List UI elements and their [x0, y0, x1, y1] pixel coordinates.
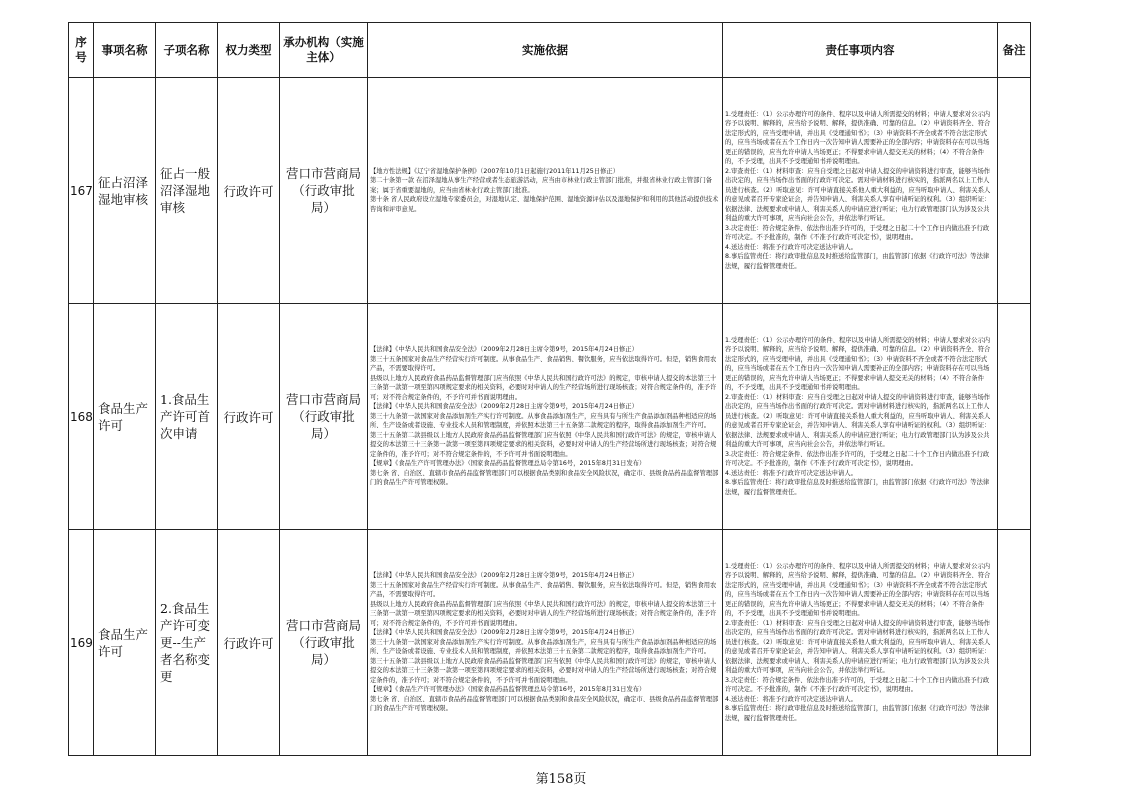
- basis-line: 【法律】《中华人民共和国食品安全法》（2009年2月28日主席令第9号，2015年4月24日修正）: [370, 403, 638, 411]
- header-sub-item: 子项名称: [156, 23, 218, 78]
- basis-line: 第三十五条第二款县级以上地方人民政府食品药品监督管理部门应当依照《中华人民共和国行政许可法》的规定，审核申请人提交的本法第三十三条第一款第一项至第四项规定要求的相关资料，必要时对申请人的生产经营场所进行现场核查；对符合规定条件的，准予许可；对不符合规定条件的，不予许可并书面说明理由。: [370, 657, 717, 684]
- header-index: 序号: [69, 23, 94, 78]
- row-number: 169: [69, 530, 94, 756]
- power-type: 行政许可: [218, 530, 280, 756]
- resp-line: 8.事后监管责任：将行政审批信息及时推送给监管部门，由监管部门依据《行政许可法》等法律法规，履行监督管理责任。: [725, 253, 990, 270]
- resp-line: 2.审查责任：（1）材料审查：应当自受理之日起对申请人提交的申请资料进行审查，能够当场作出决定的，应当当场作出书面的行政许可决定。需对申请材料进行核实的，指派两名以上工作人员进行核查。（2）听取意见：许可申请直接关系他人重大利益的，应当听取申请人、利害关系人的意见或者召开专家论证会，并告知申请人、利害关系人享有申请听证的权利。（3）组织听证：依据法律、法规要求或申请人、利害关系人的申请应进行听证；电力行政管理部门认为涉及公共利益的重大许可事项，应当向社会公告，并依法举行听证。: [725, 167, 991, 223]
- item-name: 征占沼泽湿地审核: [94, 78, 156, 304]
- basis-line: 【规章】《食品生产许可管理办法》（国家食品药品监督管理总局令第16号，2015年8月31日发布）: [370, 460, 646, 468]
- basis-line: 第二十条第一款 在沼泽湿地从事生产经营或者生态旅游活动，应当由市林业行政主管部门批准，并报省林业行政主管部门备案；属于省重要湿地的，应当由省林业行政主管部门批准。: [370, 177, 713, 194]
- header-legal-basis: 实施依据: [368, 23, 723, 78]
- header-row: [69, 23, 1031, 78]
- resp-line: 1.受理责任：（1）公示办理许可的条件、程序以及申请人所需提交的材料；申请人要求对公示内容予以说明、解释的，应当给予说明、解释，提供准确、可靠的信息。（2）申请资料齐全、符合法定形式的，应当受理申请，并出具《受理通知书》；（3）申请资料不齐全或者不符合法定形式的，应当当场或者在五个工作日内一次告知申请人需要补正的全部内容；申请资料存在可以当场更正的错误的，应当允许申请人当场更正；不得要求申请人提交无关的材料；（4）不符合条件的，不予受理，出具不予受理通知书并说明理由。: [725, 336, 991, 392]
- header-remarks: 备注: [998, 23, 1031, 78]
- resp-line: 2.审查责任：（1）材料审查：应当自受理之日起对申请人提交的申请资料进行审查，能够当场作出决定的，应当当场作出书面的行政许可决定。需对申请材料进行核实的，指派两名以上工作人员进行核查。（2）听取意见：许可申请直接关系他人重大利益的，应当听取申请人、利害关系人的意见或者召开专家论证会，并告知申请人、利害关系人享有申请听证的权利。（3）组织听证：依据法律、法规要求或申请人、利害关系人的申请应进行听证；电力行政管理部门认为涉及公共利益的重大许可事项，应当向社会公告，并依法举行听证。: [725, 619, 991, 675]
- sub-item-name: 2.食品生产许可变更--生产者名称变更: [156, 530, 218, 756]
- agency: 营口市营商局（行政审批局）: [280, 78, 368, 304]
- resp-line: 3.决定责任：符合规定条件、依法作出准予许可的，于受理之日起二十个工作日内做出准予行政许可决定。不予批准的，制作《不准予行政许可决定书》，说明理由。: [725, 224, 990, 242]
- agency: 营口市营商局（行政审批局）: [280, 304, 368, 530]
- basis-line: 第三十九条第一款国家对食品添加剂生产实行许可制度。从事食品添加剂生产，应当具有与所生产食品添加剂品种相适应的场所、生产设备或者设施、专业技术人员和管理制度，并依照本法第三十五条第二款规定的程序，取得食品添加剂生产许可。: [370, 412, 717, 430]
- basis-line: 【法律】《中华人民共和国食品安全法》（2009年2月28日主席令第9号，2015年4月24日修正）: [370, 572, 638, 580]
- resp-line: 8.事后监管责任：将行政审批信息及时推送给监管部门，由监管部门依据《行政许可法》等法律法规，履行监督管理责任。: [725, 479, 990, 496]
- basis-line: 【地方性法规】《辽宁省湿地保护条例》（2007年10月1日起施行2011年11月25日修正）: [370, 167, 619, 175]
- resp-line: 4.送达责任：将准予行政许可决定送达申请人。: [725, 243, 857, 251]
- resp-line: 2.审查责任：（1）材料审查：应当自受理之日起对申请人提交的申请资料进行审查，能够当场作出决定的，应当当场作出书面的行政许可决定。需对申请材料进行核实的，指派两名以上工作人员进行核查。（2）听取意见：许可申请直接关系他人重大利益的，应当听取申请人、利害关系人的意见或者召开专家论证会，并告知申请人、利害关系人享有申请听证的权利。（3）组织听证：依据法律、法规要求或申请人、利害关系人的申请应进行听证；电力行政管理部门认为涉及公共利益的重大许可事项，应当向社会公告，并依法举行听证。: [725, 393, 991, 449]
- table-row: [69, 78, 1031, 304]
- table-row: [69, 304, 1031, 530]
- header-item-name: 事项名称: [94, 23, 156, 78]
- basis-line: 【法律】《中华人民共和国食品安全法》（2009年2月28日主席令第9号，2015年4月24日修正）: [370, 346, 638, 354]
- header-power-type: 权力类型: [218, 23, 280, 78]
- power-type: 行政许可: [218, 78, 280, 304]
- basis-line: 第三十五条国家对食品生产经营实行许可制度。从事食品生产、食品销售、餐饮服务，应当依法取得许可。但是，销售食用农产品，不需要取得许可。: [370, 355, 717, 373]
- remarks: [998, 78, 1031, 304]
- resp-line: 1.受理责任：（1）公示办理许可的条件、程序以及申请人所需提交的材料；申请人要求对公示内容予以说明、解释的，应当给予说明、解释，提供准确、可靠的信息。（2）申请资料齐全、符合法定形式的，应当受理申请，并出具《受理通知书》；（3）申请资料不齐全或者不符合法定形式的，应当当场或者在五个工作日内一次告知申请人需要补正的全部内容；申请资料存在可以当场更正的错误的，应当允许申请人当场更正；不得要求申请人提交无关的材料；（4）不符合条件的，不予受理，出具不予受理通知书并说明理由。: [725, 562, 991, 618]
- basis-line: 【法律】《中华人民共和国食品安全法》（2009年2月28日主席令第9号，2015年4月24日修正）: [370, 629, 638, 637]
- basis-line: 第三十九条第一款国家对食品添加剂生产实行许可制度。从事食品添加剂生产，应当具有与所生产食品添加剂品种相适应的场所、生产设备或者设施、专业技术人员和管理制度，并依照本法第三十五条第二款规定的程序，取得食品添加剂生产许可。: [370, 638, 717, 656]
- basis-line: 【规章】《食品生产许可管理办法》（国家食品药品监督管理总局令第16号，2015年8月31日发布）: [370, 686, 646, 694]
- row-number: 168: [69, 304, 94, 530]
- sub-item-name: 征占一般沼泽湿地审核: [156, 78, 218, 304]
- row-number: 167: [69, 78, 94, 304]
- item-name: 食品生产许可: [94, 530, 156, 756]
- resp-line: 4.送达责任：将准予行政许可决定送达申请人。: [725, 695, 857, 703]
- basis-line: 县级以上地方人民政府食品药品监督管理部门应当依照《中华人民共和国行政许可法》的规定，审核申请人提交的本法第三十三条第一款第一项至第四项规定要求的相关资料，必要时对申请人的生产经营场所进行现场核查；对符合规定条件的，准予许可；对不符合规定条件的，不予许可并书面说明理由。: [370, 600, 717, 627]
- responsibilities: [723, 304, 998, 530]
- resp-line: 1.受理责任：（1）公示办理许可的条件、程序以及申请人所需提交的材料；申请人要求对公示内容予以说明、解释的，应当给予说明、解释，提供准确、可靠的信息。（2）申请资料齐全、符合法定形式的，应当受理申请，并出具《受理通知书》；（3）申请资料不齐全或者不符合法定形式的，应当当场或者在五个工作日内一次告知申请人需要补正的全部内容；申请资料存在可以当场更正的错误的，应当允许申请人当场更正；不得要求申请人提交无关的材料；（4）不符合条件的，不予受理，出具不予受理通知书并说明理由。: [725, 110, 991, 166]
- basis-line: 第七条 省、自治区、直辖市食品药品监督管理部门可以根据食品类别和食品安全风险状况，确定市、县级食品药品监督管理部门的食品生产许可管理权限。: [370, 695, 719, 713]
- basis-line: 第三十五条第二款县级以上地方人民政府食品药品监督管理部门应当依照《中华人民共和国行政许可法》的规定，审核申请人提交的本法第三十三条第一款第一项至第四项规定要求的相关资料，必要时对申请人的生产经营场所进行现场核查；对符合规定条件的，准予许可；对不符合规定条件的，不予许可并书面说明理由。: [370, 431, 717, 458]
- legal-basis: [368, 304, 723, 530]
- power-type: 行政许可: [218, 304, 280, 530]
- basis-line: 第七条 省、自治区、直辖市食品药品监督管理部门可以根据食品类别和食品安全风险状况，确定市、县级食品药品监督管理部门的食品生产许可管理权限。: [370, 469, 719, 487]
- remarks: [998, 304, 1031, 530]
- remarks: [998, 530, 1031, 756]
- basis-line: 第十条 省人民政府设立湿地专家委员会，对湿地认定、湿地保护范围、湿地资源评估以及湿地保护和利用的其他活动提供技术咨询和评审意见。: [370, 196, 719, 213]
- responsibilities: [723, 530, 998, 756]
- legal-basis: [368, 78, 723, 304]
- basis-line: 第三十五条国家对食品生产经营实行许可制度。从事食品生产、食品销售、餐饮服务，应当依法取得许可。但是，销售食用农产品，不需要取得许可。: [370, 581, 717, 599]
- page-number: 第158页: [535, 772, 587, 787]
- header-responsibilities: 责任事项内容: [723, 23, 998, 78]
- resp-line: 4.送达责任：将准予行政许可决定送达申请人。: [725, 469, 857, 477]
- legal-basis: [368, 530, 723, 756]
- resp-line: 8.事后监管责任：将行政审批信息及时推送给监管部门，由监管部门依据《行政许可法》等法律法规，履行监督管理责任。: [725, 705, 990, 722]
- powers-table: [68, 22, 1031, 756]
- responsibilities: [723, 78, 998, 304]
- header-agency: 承办机构（实施主体）: [280, 23, 368, 78]
- item-name: 食品生产许可: [94, 304, 156, 530]
- table-row: [69, 530, 1031, 756]
- resp-line: 3.决定责任：符合规定条件、依法作出准予许可的，于受理之日起二十个工作日内做出准予行政许可决定。不予批准的，制作《不准予行政许可决定书》，说明理由。: [725, 450, 990, 468]
- resp-line: 3.决定责任：符合规定条件、依法作出准予许可的，于受理之日起二十个工作日内做出准予行政许可决定。不予批准的，制作《不准予行政许可决定书》，说明理由。: [725, 676, 990, 694]
- agency: 营口市营商局（行政审批局）: [280, 530, 368, 756]
- basis-line: 县级以上地方人民政府食品药品监督管理部门应当依照《中华人民共和国行政许可法》的规定，审核申请人提交的本法第三十三条第一款第一项至第四项规定要求的相关资料，必要时对申请人的生产经营场所进行现场核查；对符合规定条件的，准予许可；对不符合规定条件的，不予许可并书面说明理由。: [370, 374, 717, 401]
- sub-item-name: 1.食品生产许可首次申请: [156, 304, 218, 530]
- sheet: [68, 22, 1030, 756]
